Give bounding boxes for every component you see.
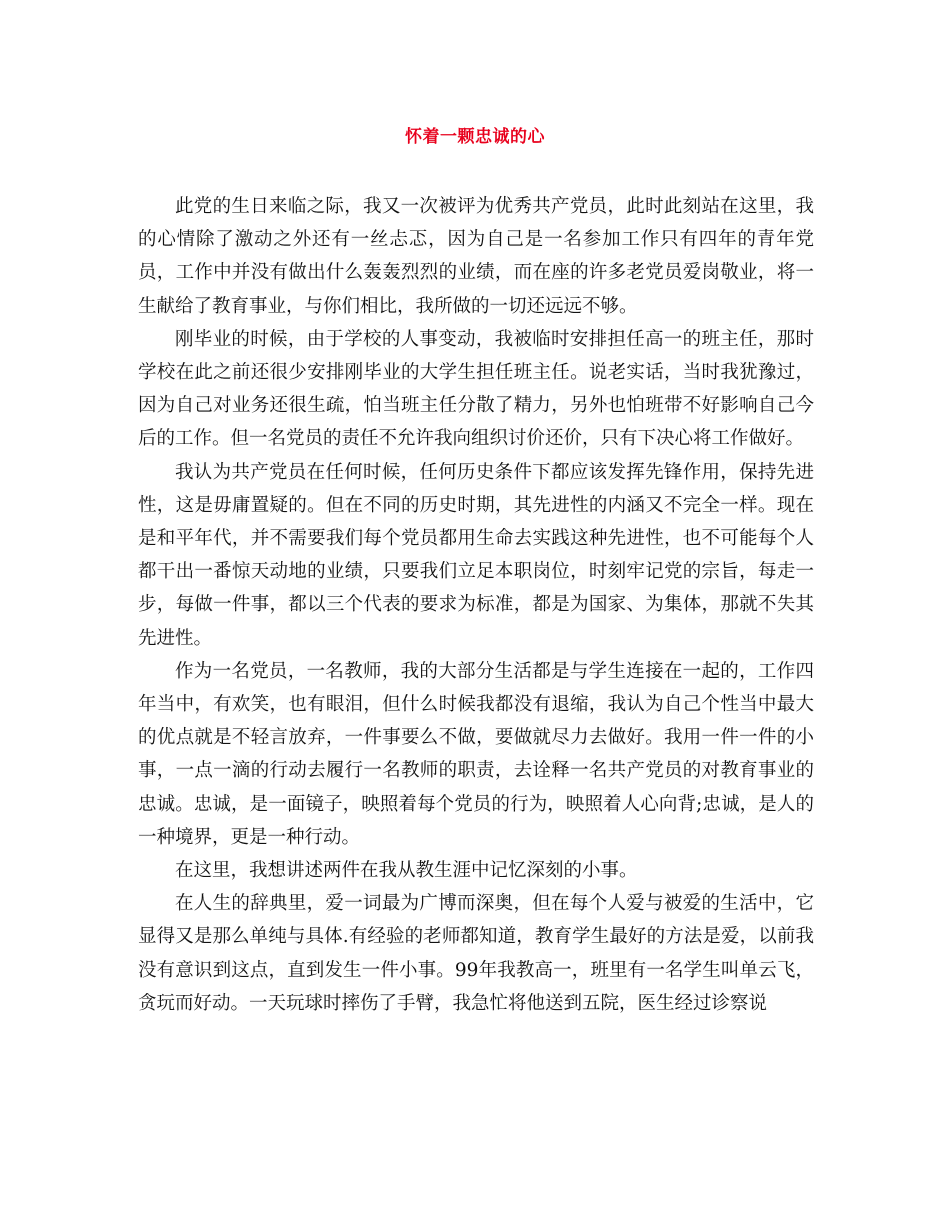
document-body	[138, 190, 814, 1020]
paragraph: 在人生的辞典里，爱一词最为广博而深奥，但在每个人爱与被爱的生活中，它显得又是那么单纯与具体.有经验的老师都知道，教育学生最好的方法是爱，以前我没有意识到这点，直到发生一件小事。99年我教高一，班里有一名学生叫单云飞，贪玩而好动。一天玩球时摔伤了手臂，我急忙将他送到五院，医生经过诊察说	[138, 893, 814, 1014]
document-title: 怀着一颗忠诚的心	[405, 127, 545, 147]
paragraph: 刚毕业的时候，由于学校的人事变动，我被临时安排担任高一的班主任，那时学校在此之前还很少安排刚毕业的大学生担任班主任。说老实话，当时我犹豫过，因为自己对业务还很生疏，怕当班主任分散了精力，另外也怕班带不好影响自己今后的工作。但一名党员的责任不允许我向组织讨价还价，只有下决心将工作做好。	[138, 328, 814, 450]
paragraph: 作为一名党员，一名教师，我的大部分生活都是与学生连接在一起的，工作四年当中，有欢笑，也有眼泪，但什么时候我都没有退缩，我认为自己个性当中最大的优点就是不轻言放弃，一件事要么不做，要做就尽力去做好。我用一件一件的小事，一点一滴的行动去履行一名教师的职责，去诠释一名共产党员的对教育事业的忠诚。忠诚，是一面镜子，映照着每个党员的行为，映照着人心向背;忠诚，是人的一种境界，更是一种行动。	[138, 660, 814, 848]
paragraph: 我认为共产党员在任何时候，任何历史条件下都应该发挥先锋作用，保持先进性，这是毋庸置疑的。但在不同的历史时期，其先进性的内涵又不完全一样。现在是和平年代，并不需要我们每个党员都用生命去实践这种先进性，也不可能每个人都干出一番惊天动地的业绩，只要我们立足本职岗位，时刻牢记党的宗旨，每走一步，每做一件事，都以三个代表的要求为标准，都是为国家、为集体，那就不失其先进性。	[138, 461, 814, 649]
paragraph: 此党的生日来临之际，我又一次被评为优秀共产党员，此时此刻站在这里，我的心情除了激动之外还有一丝忐忑，因为自己是一名参加工作只有四年的青年党员，工作中并没有做出什么轰轰烈烈的业绩，而在座的许多老党员爱岗敬业，将一生献给了教育事业，与你们相比，我所做的一切还远远不够。	[138, 196, 814, 317]
paragraph: 在这里，我想讲述两件在我从教生涯中记忆深刻的小事。	[175, 860, 638, 882]
